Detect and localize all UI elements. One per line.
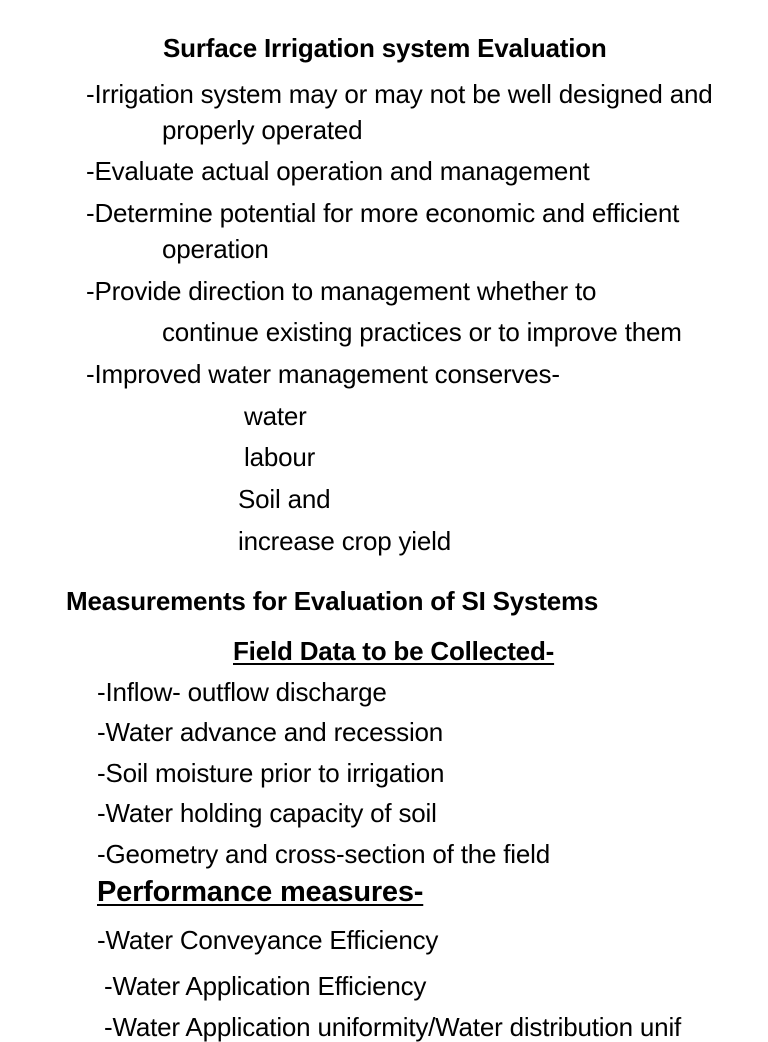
conserves-item-labour: labour (244, 442, 316, 472)
performance-heading: Performance measures- (97, 876, 424, 908)
intro-point-1-line-1: -Irrigation system may or may not be well designed and (86, 79, 713, 109)
field-data-item: -Water holding capacity of soil (97, 798, 437, 828)
field-data-item: -Inflow- outflow discharge (97, 677, 387, 707)
intro-point-4-line-1: -Provide direction to management whether to (86, 276, 597, 306)
field-data-item: -Geometry and cross-section of the field (97, 839, 550, 869)
intro-point-2: -Evaluate actual operation and management (86, 156, 590, 186)
performance-item: -Water Application uniformity/Water distribution unif (104, 1012, 682, 1042)
performance-item: -Water Conveyance Efficiency (97, 925, 439, 955)
field-data-item: -Water advance and recession (97, 717, 444, 747)
intro-point-5: -Improved water management conserves- (86, 359, 560, 389)
conserves-item-soil: Soil and (238, 484, 331, 514)
intro-point-1-line-2: properly operated (162, 115, 363, 145)
conserves-item-water: water (244, 401, 307, 431)
field-data-heading: Field Data to be Collected- (233, 636, 555, 666)
measurements-heading: Measurements for Evaluation of SI Systems (66, 586, 599, 616)
performance-item: -Water Application Efficiency (104, 971, 427, 1001)
conserves-item-crop-yield: increase crop yield (238, 526, 451, 556)
field-data-item: -Soil moisture prior to irrigation (97, 758, 445, 788)
intro-point-4-line-2: continue existing practices or to improve them (162, 317, 682, 347)
intro-point-3-line-1: -Determine potential for more economic and efficient (86, 198, 680, 228)
page-title: Surface Irrigation system Evaluation (163, 33, 607, 63)
intro-point-3-line-2: operation (162, 234, 269, 264)
